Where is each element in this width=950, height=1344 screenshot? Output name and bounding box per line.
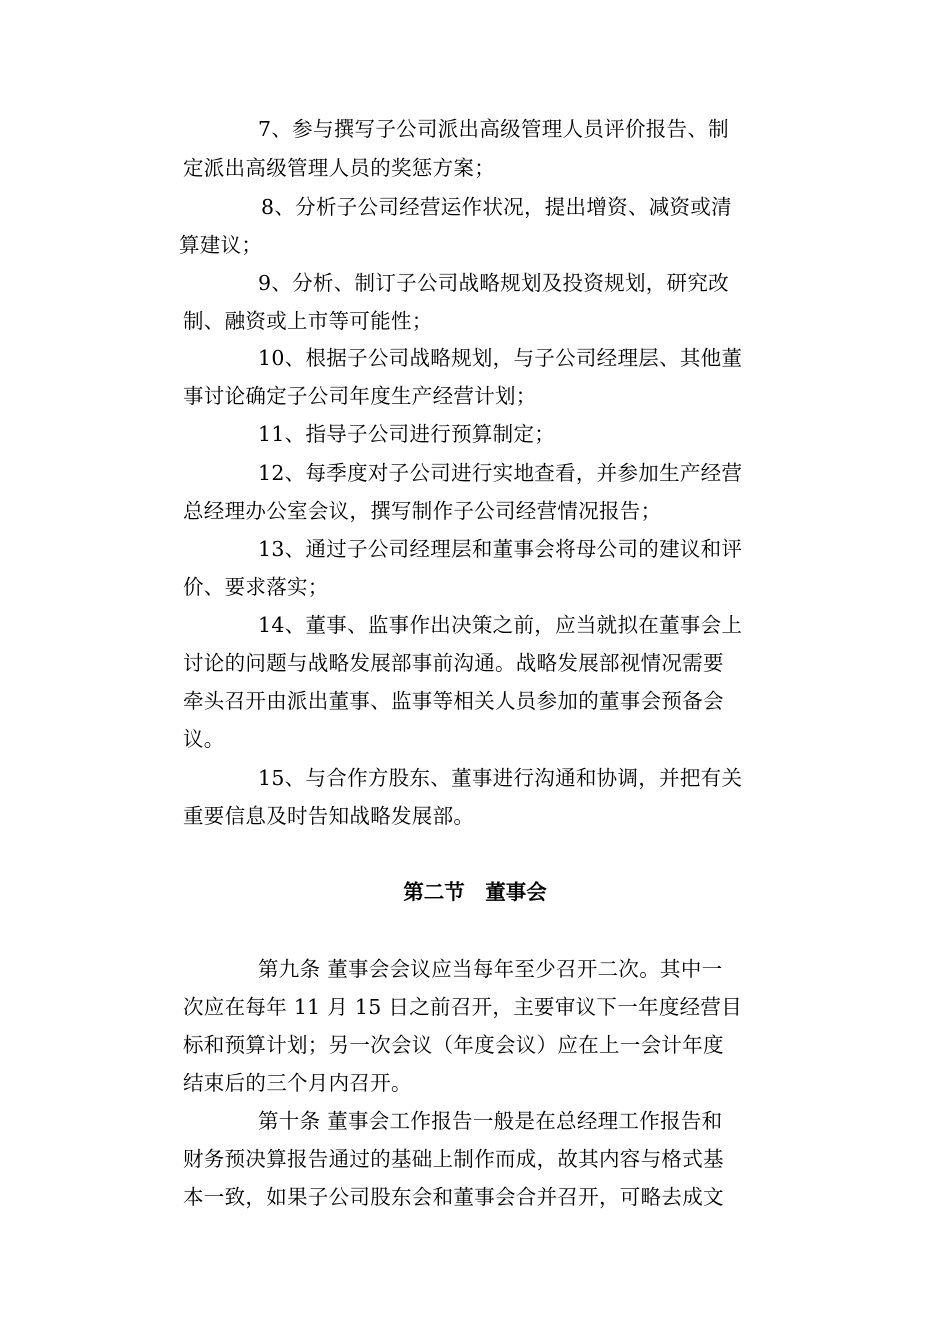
item-10-line-2: 事讨论确定子公司年度生产经营计划；: [183, 384, 537, 408]
item-15-line-2: 重要信息及时告知战略发展部。: [183, 804, 475, 828]
item-14-line-1: 14、董事、监事作出决策之前，应当就拟在董事会上: [258, 613, 743, 637]
article-10-line-1: 第十条 董事会工作报告一般是在总经理工作报告和: [258, 1109, 723, 1133]
item-13-line-1: 13、通过子公司经理层和董事会将母公司的建议和评: [258, 537, 743, 561]
item-12-line-1: 12、每季度对子公司进行实地查看，并参加生产经营: [258, 461, 743, 485]
item-10-line-1: 10、根据子公司战略规划，与子公司经理层、其他董: [258, 346, 743, 370]
article-9-line-3: 标和预算计划；另一次会议（年度会议）应在上一会计年度: [183, 1033, 724, 1057]
item-9-line-2: 制、融资或上市等可能性；: [183, 309, 433, 333]
article-10-line-2: 财务预决算报告通过的基础上制作而成，故其内容与格式基: [183, 1147, 724, 1171]
item-15-line-1: 15、与合作方股东、董事进行沟通和协调，并把有关: [258, 766, 743, 790]
item-8-line-1: 8、分析子公司经营运作状况，提出增资、减资或清: [261, 195, 732, 219]
item-12-line-2: 总经理办公室会议，撰写制作子公司经营情况报告；: [183, 499, 662, 523]
item-14-line-2: 讨论的问题与战略发展部事前沟通。战略发展部视情况需要: [183, 651, 724, 675]
item-13-line-2: 价、要求落实；: [183, 575, 329, 599]
item-14-line-3: 牵头召开由派出董事、监事等相关人员参加的董事会预备会: [183, 689, 724, 713]
article-9-line-4: 结束后的三个月内召开。: [183, 1071, 412, 1095]
section-heading: 第二节 董事会: [403, 880, 547, 904]
item-14-line-4: 议。: [183, 727, 225, 751]
item-11-line-1: 11、指导子公司进行预算制定；: [258, 422, 556, 446]
item-7-line-1: 7、参与撰写子公司派出高级管理人员评价报告、制: [258, 117, 729, 141]
item-9-line-1: 9、分析、制订子公司战略规划及投资规划，研究改: [258, 271, 729, 295]
item-7-line-2: 定派出高级管理人员的奖惩方案；: [183, 156, 495, 180]
item-8-line-2: 算建议；: [179, 233, 263, 257]
article-10-line-3: 本一致，如果子公司股东会和董事会合并召开，可略去成文: [183, 1185, 724, 1209]
article-9-line-1: 第九条 董事会会议应当每年至少召开二次。其中一: [258, 957, 723, 981]
article-9-line-2: 次应在每年 11 月 15 日之前召开，主要审议下一年度经营目: [183, 995, 743, 1019]
